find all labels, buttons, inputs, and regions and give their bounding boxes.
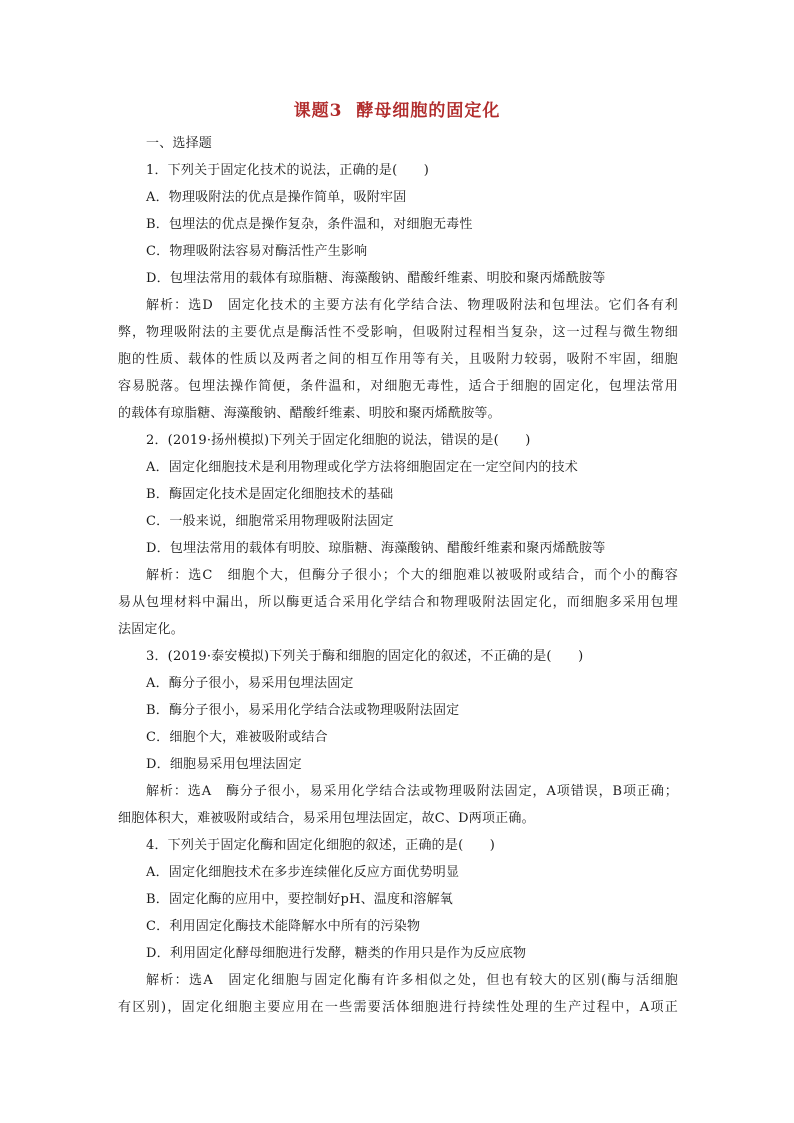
text-line: 容易脱落。包埋法操作简便，条件温和，对细胞无毒性，适合于细胞的固定化，包埋法常用 [118,379,678,394]
text-line: 的载体有琼脂糖、海藻酸钠、醋酸纤维素、明胶和聚丙烯酰胺等。 [118,406,501,421]
text-line: B．酶固定化技术是固定化细胞技术的基础 [146,487,394,502]
text-line: 法固定化。 [118,622,185,637]
text-line: 解析：选A 固定化细胞与固定化酶有许多相似之处，但也有较大的区别(酶与活细胞 [146,973,678,988]
text-line: 易从包埋材料中漏出，所以酶更适合采用化学结合和物理吸附法固定化，而细胞多采用包埋 [118,595,678,610]
text-line: 有区别)，固定化细胞主要应用在一些需要活体细胞进行持续性处理的生产过程中，A项正 [118,1000,678,1015]
text-line: A．物理吸附法的优点是操作简单，吸附牢固 [146,190,407,205]
lesson-number: 课题3 [293,101,343,121]
text-line: C．一般来说，细胞常采用物理吸附法固定 [146,514,394,529]
text-line: C．物理吸附法容易对酶活性产生影响 [146,244,368,259]
text-line: 一、选择题 [146,136,213,151]
text-line: 解析：选D 固定化技术的主要方法有化学结合法、物理吸附法和包埋法。它们各有利 [146,298,678,313]
lesson-title: 酵母细胞的固定化 [356,101,501,121]
text-line: D．细胞易采用包埋法固定 [146,757,302,772]
text-line: B．酶分子很小，易采用化学结合法或物理吸附法固定 [146,703,460,718]
text-line: C．利用固定化酶技术能降解水中所有的污染物 [146,919,421,934]
page-title [0,96,794,121]
text-line: C．细胞个大，难被吸附或结合 [146,730,328,745]
text-line: A．固定化细胞技术在多步连续催化反应方面优势明显 [146,865,460,880]
document-body [118,130,678,1021]
text-line: 解析：选A 酶分子很小，易采用化学结合法或物理吸附法固定，A项错误，B项正确； [146,784,678,799]
text-line: D．利用固定化酵母细胞进行发酵，糖类的作用只是作为反应底物 [146,946,527,961]
text-line: 3．(2019·泰安模拟)下列关于酶和细胞的固定化的叙述，不正确的是( ) [146,649,584,664]
text-line: 4．下列关于固定化酶和固定化细胞的叙述，正确的是( ) [146,838,496,853]
text-line: 弊，物理吸附法的主要优点是酶活性不受影响，但吸附过程相当复杂，这一过程与微生物细 [118,325,678,340]
text-line: A．固定化细胞技术是利用物理或化学方法将细胞固定在一定空间内的技术 [146,460,578,475]
text-line: 胞的性质、载体的性质以及两者之间的相互作用等有关，且吸附力较弱，吸附不牢固，细胞 [118,352,678,367]
text-line: 2．(2019·扬州模拟)下列关于固定化细胞的说法，错误的是( ) [146,433,531,448]
text-line: 细胞体积大，难被吸附或结合，易采用包埋法固定，故C、D两项正确。 [118,811,535,826]
text-line: D．包埋法常用的载体有琼脂糖、海藻酸钠、醋酸纤维素、明胶和聚丙烯酰胺等 [146,271,606,286]
text-line: D．包埋法常用的载体有明胶、琼脂糖、海藻酸钠、醋酸纤维素和聚丙烯酰胺等 [146,541,606,556]
text-line: B．固定化酶的应用中，要控制好pH、温度和溶解氧 [146,892,454,907]
text-line: B．包埋法的优点是操作复杂，条件温和，对细胞无毒性 [146,217,473,232]
text-line: 解析：选C 细胞个大，但酶分子很小；个大的细胞难以被吸附或结合，而个小的酶容 [146,568,678,583]
text-line: 1．下列关于固定化技术的说法，正确的是( ) [146,163,430,178]
text-line: A．酶分子很小，易采用包埋法固定 [146,676,354,691]
